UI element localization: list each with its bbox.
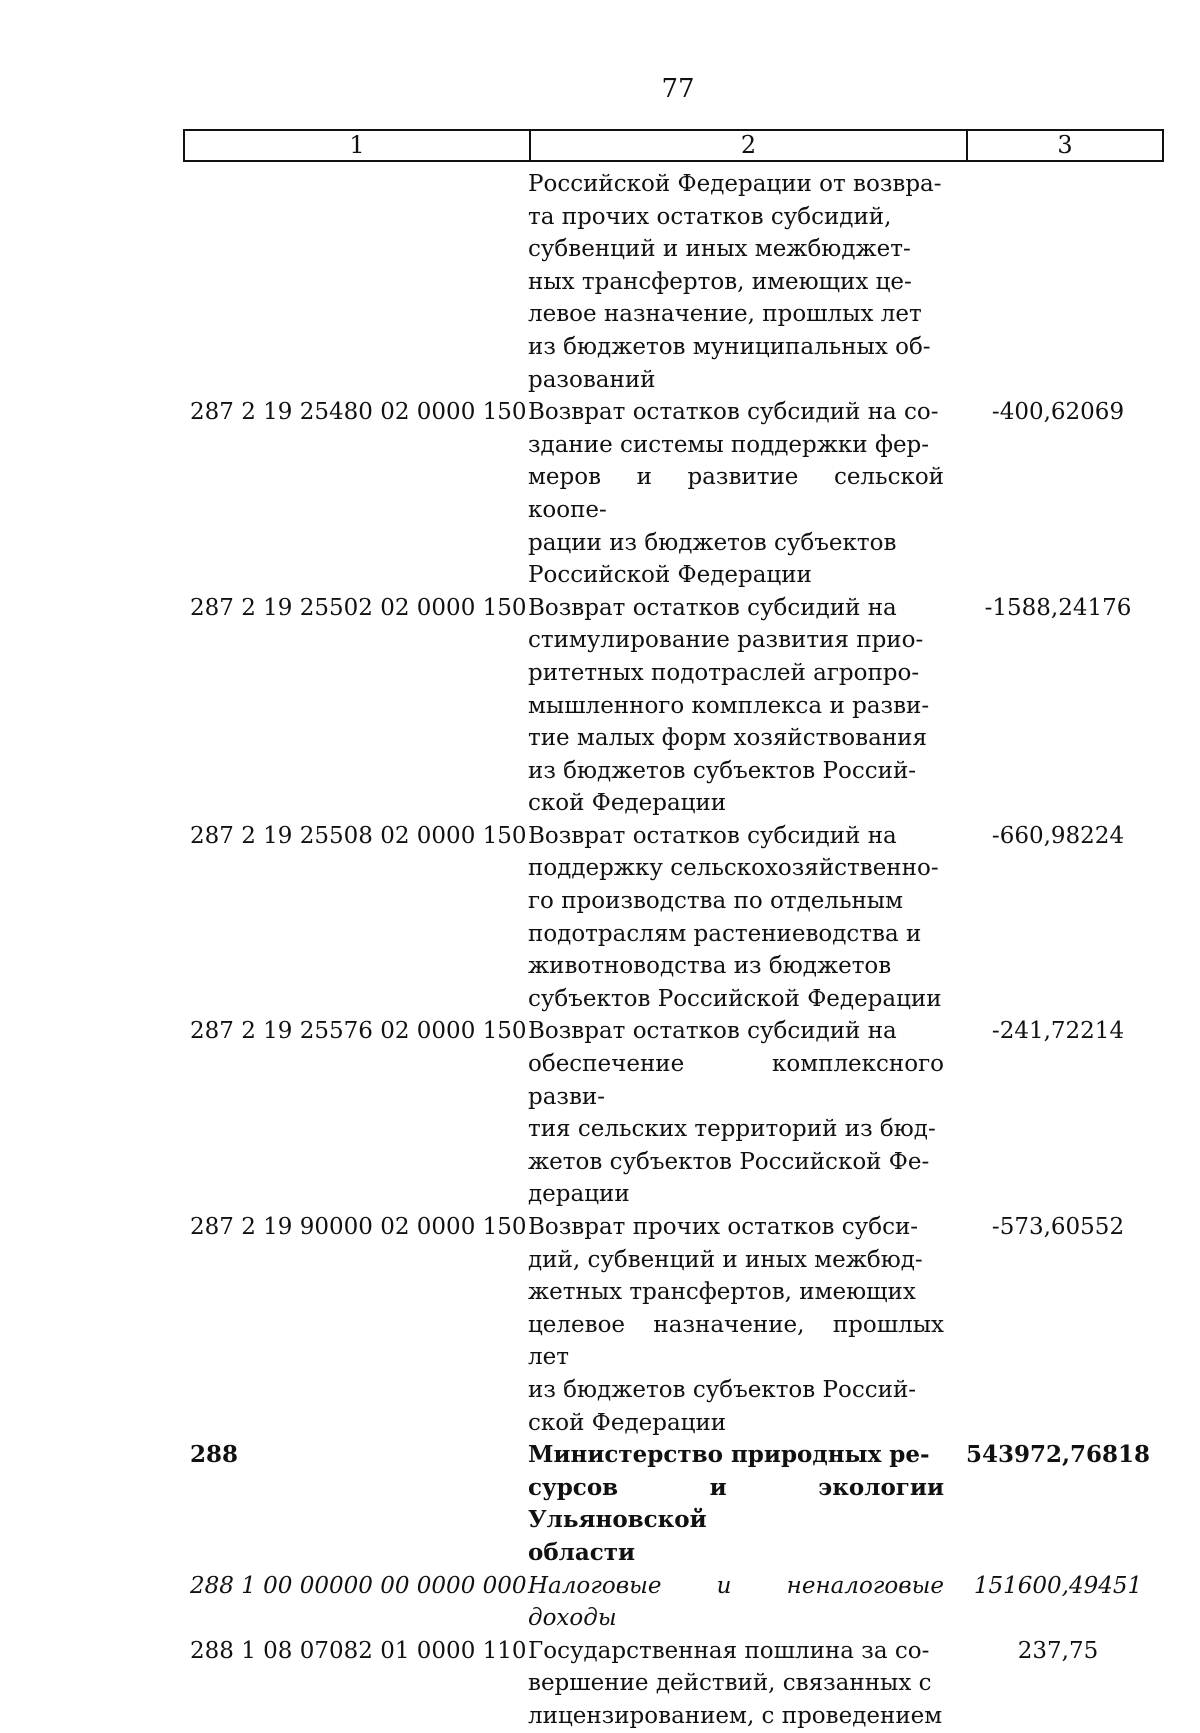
item-amount: 237,75: [1017, 1637, 1099, 1664]
item-amount: 543972,76818: [965, 1441, 1151, 1469]
item-description: Возврат остатков субсидий на со- здание системы поддержки фер- меров и развитие сельской коопе- рации из бюджетов субъектов Российской Федерации: [528, 399, 944, 589]
column-header-amount: 3: [1057, 131, 1073, 159]
table-row: [186, 820, 1168, 1016]
page-number: 77: [661, 74, 695, 104]
table-row: [186, 1570, 1168, 1635]
budget-code: 287 2 19 25508 02 0000 150: [190, 822, 527, 849]
table-row: [186, 168, 1168, 396]
table-row: [186, 1439, 1168, 1569]
item-description: Российской Федерации от возвра- та прочих остатков субсидий, субвенций и иных межбюджет- ных трансфертов, имеющих це- левое назначение, прошлых лет из бюджетов муниципальных об- разований: [528, 171, 942, 393]
budget-code: 287 2 19 25576 02 0000 150: [190, 1018, 527, 1045]
item-amount: -1588,24176: [984, 594, 1132, 621]
item-amount: -660,98224: [991, 822, 1125, 849]
budget-code: 288 1 00 00000 00 0000 000: [190, 1572, 527, 1599]
column-header-row: [183, 129, 1164, 162]
column-header-code: 1: [185, 131, 531, 160]
table-row: [186, 592, 1168, 820]
item-amount: -241,72214: [991, 1018, 1125, 1045]
item-amount: -573,60552: [991, 1214, 1125, 1240]
column-header-description: 2: [531, 131, 968, 160]
item-description: Министерство природных ре- сурсов и экологии Ульяновской области: [528, 1441, 944, 1566]
table-row: [186, 1635, 1168, 1733]
item-description: Государственная пошлина за со- вершение действий, связанных с лицензированием, с проведением: [528, 1637, 943, 1729]
budget-code: 288 1 08 07082 01 0000 110: [190, 1637, 527, 1664]
budget-code: 287 2 19 90000 02 0000 150: [190, 1214, 527, 1240]
table-row: [186, 1211, 1168, 1439]
item-description: Налоговые и неналоговые доходы: [528, 1572, 944, 1632]
item-amount: -400,62069: [991, 399, 1125, 426]
budget-code: 288: [190, 1441, 239, 1469]
table-row: [186, 1015, 1168, 1211]
item-description: Возврат остатков субсидий на стимулирование развития прио- ритетных подотраслей агропро- мышленного комплекса и разви- тие малых форм хозяйствования из бюджетов субъектов Россий- ской Федерации: [528, 594, 930, 817]
item-amount: 151600,49451: [973, 1572, 1143, 1599]
item-description: Возврат остатков субсидий на обеспечение комплексного разви- тия сельских территорий из бюд- жетов субъектов Российской Фе- дерации: [528, 1018, 944, 1208]
budget-code: 287 2 19 25502 02 0000 150: [190, 594, 527, 621]
budget-code: 287 2 19 25480 02 0000 150: [190, 399, 527, 426]
item-description: Возврат остатков субсидий на поддержку сельскохозяйственно- го производства по отдельным подотраслям растениеводства и животноводства из бюджетов субъектов Российской Федерации: [528, 822, 942, 1012]
item-description: Возврат прочих остатков субси- дий, субвенций и иных межбюд- жетных трансфертов, имеющих целевое назначение, прошлых лет из бюджетов субъектов Россий- ской Федерации: [528, 1214, 944, 1436]
table-row: [186, 396, 1168, 592]
budget-table-body: [186, 168, 1168, 1733]
